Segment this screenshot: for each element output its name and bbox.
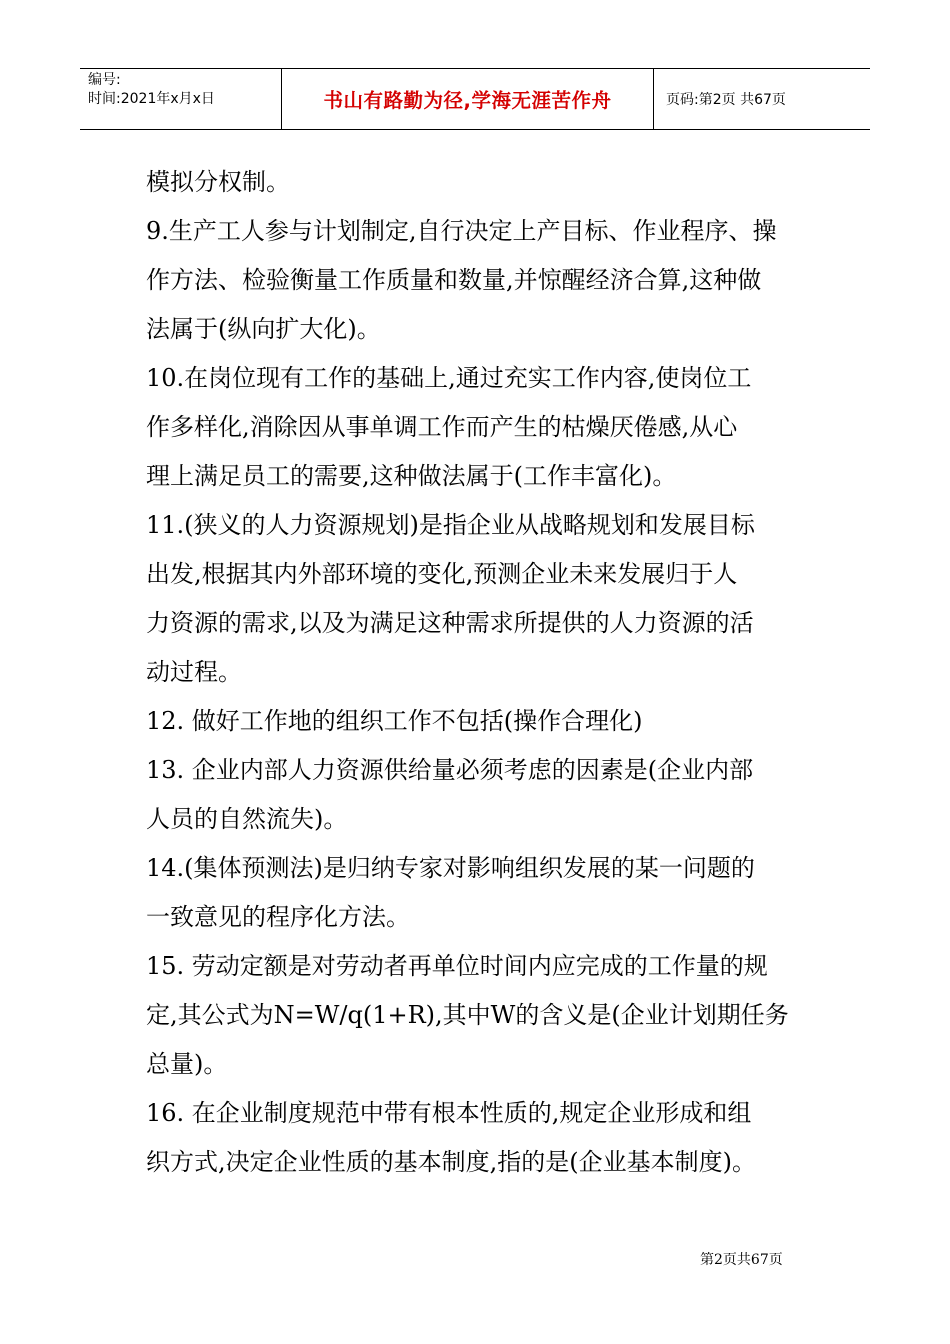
body-line: 15. 劳动定额是对劳动者再单位时间内应完成的工作量的规 xyxy=(146,952,768,980)
body-line: 9.生产工人参与计划制定,自行决定上产目标、作业程序、操 xyxy=(146,217,777,245)
body-line: 法属于(纵向扩大化)。 xyxy=(146,315,381,343)
body-line: 11.(狭义的人力资源规划)是指企业从战略规划和发展目标 xyxy=(146,511,755,539)
body-line: 总量)。 xyxy=(146,1050,228,1078)
body-line: 作方法、检验衡量工作质量和数量,并惊醒经济合算,这种做 xyxy=(146,266,762,294)
document-body xyxy=(146,158,808,1187)
body-line: 16. 在企业制度规范中带有根本性质的,规定企业形成和组 xyxy=(146,1099,752,1127)
page-header xyxy=(80,68,870,130)
body-line: 理上满足员工的需要,这种做法属于(工作丰富化)。 xyxy=(146,462,677,490)
body-line: 13. 企业内部人力资源供给量必须考虑的因素是(企业内部 xyxy=(146,756,754,784)
page-footer: 第2页共67页 xyxy=(700,1252,783,1268)
document-number-label: 编号: xyxy=(88,72,121,88)
body-line: 模拟分权制。 xyxy=(146,168,290,196)
body-line: 动过程。 xyxy=(146,658,242,686)
body-line: 出发,根据其内外部环境的变化,预测企业未来发展归于人 xyxy=(146,560,738,588)
document-time-label: 时间:2021年x月x日 xyxy=(88,91,215,107)
body-line: 定,其公式为N=W/q(1+R),其中W的含义是(企业计划期任务 xyxy=(146,1001,789,1029)
body-line: 织方式,决定企业性质的基本制度,指的是(企业基本制度)。 xyxy=(146,1148,756,1176)
body-line: 一致意见的程序化方法。 xyxy=(146,903,410,931)
body-line: 力资源的需求,以及为满足这种需求所提供的人力资源的活 xyxy=(146,609,754,637)
header-page-info: 页码:第2页 共67页 xyxy=(666,92,786,108)
body-line: 作多样化,消除因从事单调工作而产生的枯燥厌倦感,从心 xyxy=(146,413,738,441)
body-line: 14.(集体预测法)是归纳专家对影响组织发展的某一问题的 xyxy=(146,854,755,882)
body-line: 10.在岗位现有工作的基础上,通过充实工作内容,使岗位工 xyxy=(146,364,752,392)
body-line: 人员的自然流失)。 xyxy=(146,805,348,833)
body-line: 12. 做好工作地的组织工作不包括(操作合理化) xyxy=(146,707,643,735)
header-motto: 书山有路勤为径,学海无涯苦作舟 xyxy=(282,69,654,129)
header-meta xyxy=(80,69,282,129)
